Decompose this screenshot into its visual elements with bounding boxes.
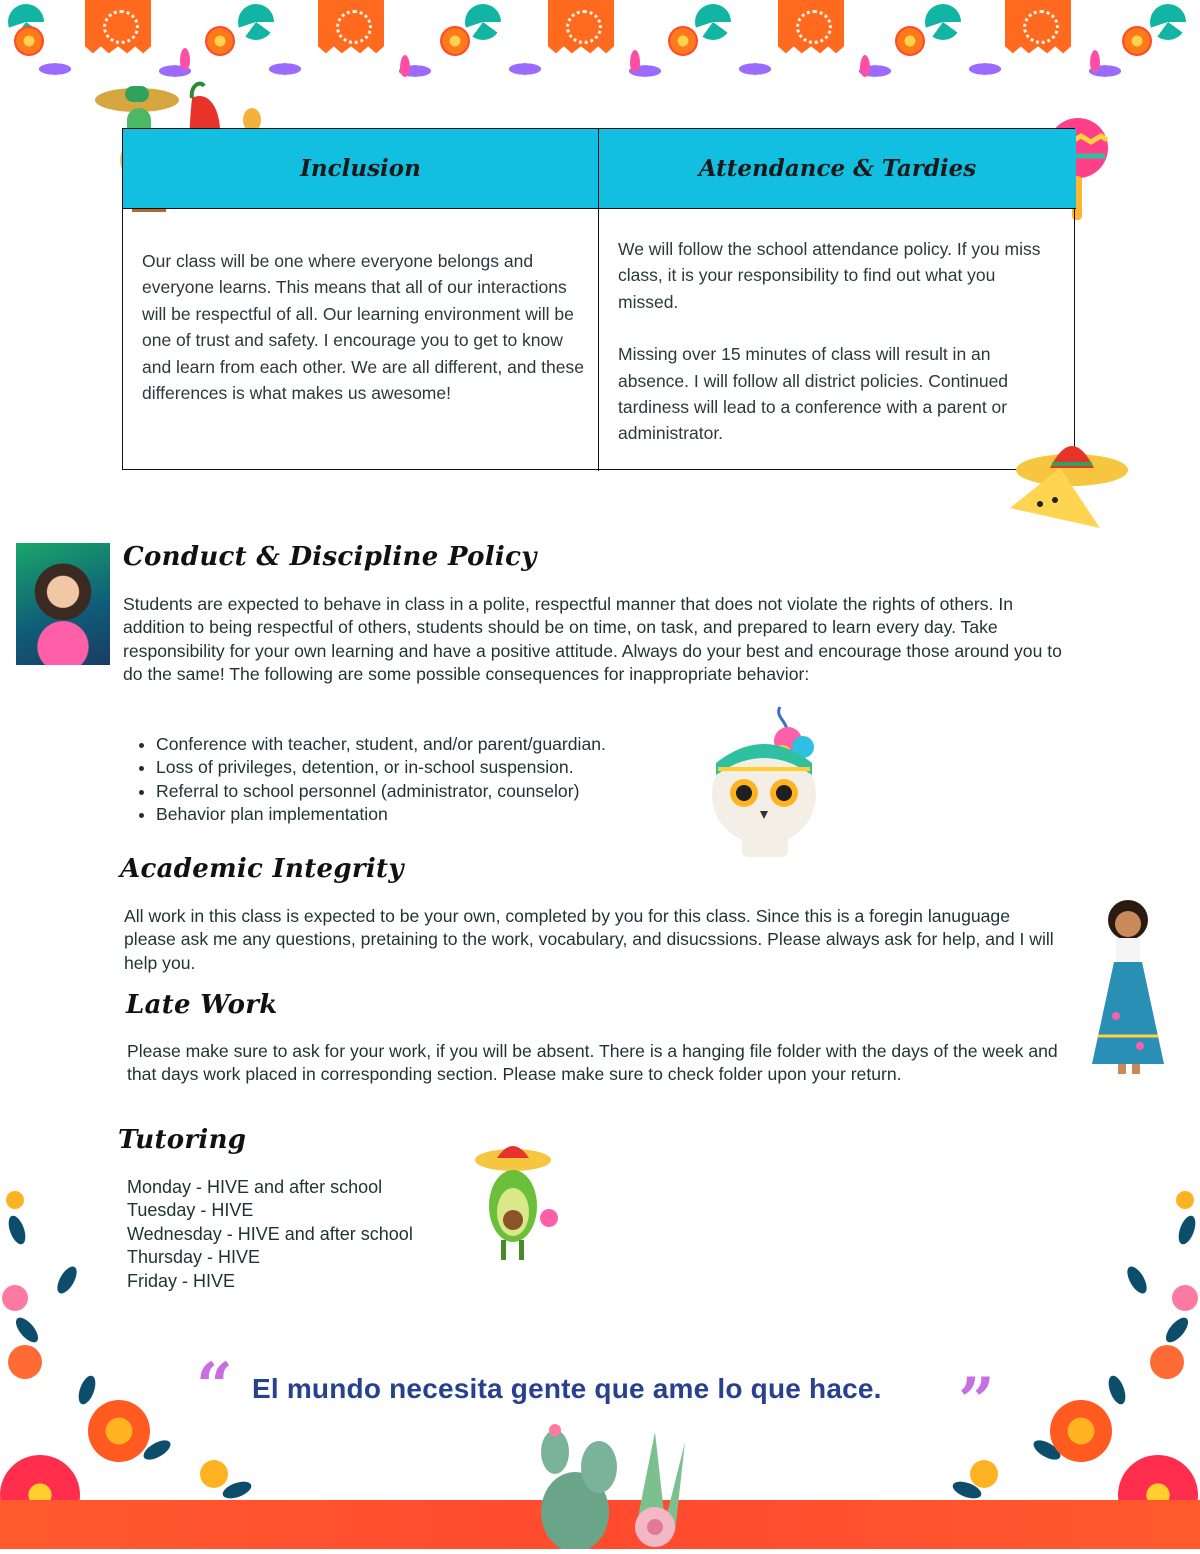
papel-flag [548,0,614,58]
attendance-heading: Attendance & Tardies [599,129,1076,209]
list-item: Friday - HIVE [127,1270,236,1291]
academic-integrity-text: All work in this class is expected to be your own, completed by you for this class. Since this is a foregin lanuguage please ask me any questions, pretaining to the work, vocabulary, and disucssions. Please always ask for help, and I will help you. [124,906,1054,973]
list-item: Monday - HIVE and after school [127,1177,383,1197]
quote-text: El mundo necesita gente que ame lo que hace. [252,1373,882,1404]
list-item: • Referral to school personnel (administrator, counselor) [156,780,756,803]
mirabel-illustration [1088,896,1168,1078]
consequences-list [122,733,756,827]
list-item: Tuesday - HIVE [127,1200,254,1221]
papel-flag [318,0,384,58]
list-item: • Conference with teacher, student, and/or parent/guardian. [156,733,756,756]
sugar-skull-illustration [708,703,822,861]
list-item: • Loss of privileges, detention, or in-school suspension. [156,756,756,779]
attendance-paragraph-2: Missing over 15 minutes of class will result in an absence. I will follow all district policies. Continued tardiness will lead to a conference with a parent or administrator. [618,344,1009,444]
late-work-text: Please make sure to ask for your work, if you will be absent. There is a hanging file folder with the days of the week and that days work placed in corresponding section. Please make sure to check folder upon your return. [127,1041,1058,1085]
list-item: Wednesday - HIVE and after school [127,1223,413,1244]
inclusion-cell [123,209,599,471]
conduct-heading: Conduct & Discipline Policy [123,542,537,572]
list-item: Thursday - HIVE [127,1247,261,1268]
papel-flag [1005,0,1071,58]
cactus-succulent-illustration [515,1412,715,1549]
frida-portrait-illustration [16,543,110,665]
late-work-heading: Late Work [126,990,278,1020]
attendance-paragraph-1: We will follow the school attendance policy. If you miss class, it is your responsibility to find out what you missed. [618,239,1041,312]
quote-open-mark: “ [196,1349,233,1424]
quote-close-mark: ” [958,1364,995,1439]
academic-integrity-heading: Academic Integrity [120,854,404,884]
policy-table [122,128,1075,470]
nacho-sombrero-illustration [1000,428,1130,546]
papel-flag [778,0,844,58]
floral-corner-left [0,1185,330,1549]
inclusion-text: Our class will be one where everyone belongs and everyone learns. This means that all of our interactions will be respectful of all. Our learning environment will be one of trust and safety. I encourage you to get to know and learn from each other. We are all different, and these differences is what makes us awesome! [142,251,584,404]
tutoring-heading: Tutoring [118,1125,247,1155]
avocado-maracas-illustration [473,1140,561,1264]
list-item: • Behavior plan implementation [156,803,756,826]
floral-corner-right [860,1185,1200,1549]
inclusion-heading: Inclusion [123,129,599,209]
papel-flag [85,0,151,58]
conduct-text: Students are expected to behave in class in a polite, respectful manner that does not violate the rights of others. In addition to being respectful of others, students should be on time, on task, and prepared to learn every day. Take responsibility for your own learning and have a positive attitude. Always do your best and encourage those around you to do the same! The following are some possible consequences for inappropriate behavior: [123,594,1062,684]
